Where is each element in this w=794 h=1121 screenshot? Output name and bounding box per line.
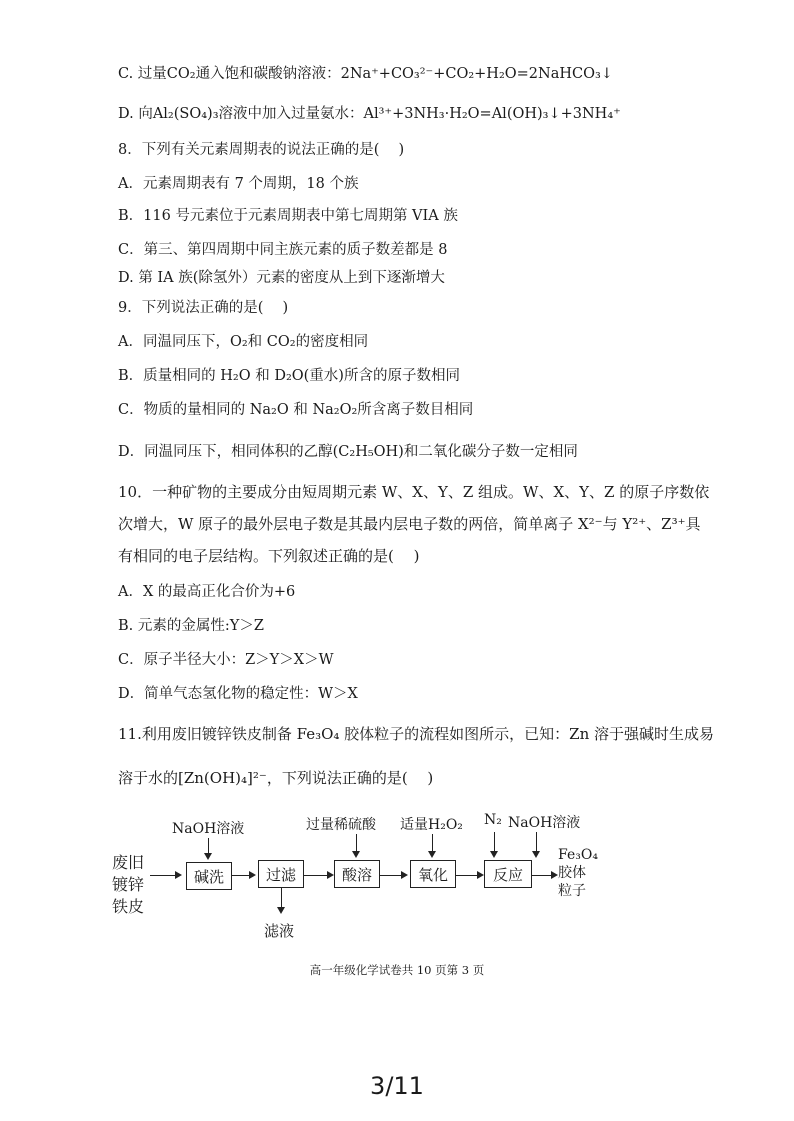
option-8c: C．第三、第四周期中同主族元素的质子数差都是 8 <box>118 242 448 258</box>
reagent-h2o2: 适量H₂O₂ <box>400 817 463 833</box>
page-number: 3/11 <box>370 1072 424 1100</box>
option-8d: D. 第 IA 族(除氢外）元素的密度从上到下逐渐增大 <box>118 270 445 286</box>
question-8: 8．下列有关元素周期表的说法正确的是( ) <box>118 142 405 158</box>
flow-start-material <box>112 852 144 918</box>
page-footer: 高一年级化学试卷共 10 页第 3 页 <box>309 963 485 977</box>
flow-arrow-reagent1 <box>208 838 209 858</box>
flow-arrow-1 <box>150 875 180 876</box>
option-9a: A．同温同压下，O₂和 CO₂的密度相同 <box>118 334 369 350</box>
question-10-line2: 次增大，W 原子的最外层电子数是其最内层电子数的两倍，简单离子 X²⁻与 Y²⁺、Z³⁺具 <box>118 515 701 533</box>
option-10d: D．简单气态氢化物的稳定性：W＞X <box>118 686 358 702</box>
flow-start-line2: 镀锌 <box>112 875 145 894</box>
option-10b: B. 元素的金属性:Y＞Z <box>118 618 264 634</box>
flow-product-line1: Fe₃O₄ <box>558 847 598 863</box>
question-11-line2: 溶于水的[Zn(OH)₄]²⁻，下列说法正确的是( ) <box>118 769 434 787</box>
flow-arrow-reagent4 <box>432 834 433 856</box>
step-acid-dissolve: 酸溶 <box>334 860 380 888</box>
flow-product <box>558 846 598 900</box>
option-7d: D. 向Al₂(SO₄)₃溶液中加入过量氨水：Al³⁺+3NH₃·H₂O=Al(OH)₃↓+3NH₄⁺ <box>118 106 621 122</box>
reagent-sulfuric-acid: 过量稀硫酸 <box>306 817 376 833</box>
option-9d: D．同温同压下，相同体积的乙醇(C₂H₅OH)和二氧化碳分子数一定相同 <box>118 444 578 460</box>
step-oxidation: 氧化 <box>410 860 456 888</box>
flow-start-line1: 废旧 <box>112 853 145 872</box>
flow-arrow-2 <box>232 875 254 876</box>
question-11-line1: 11.利用废旧镀锌铁皮制备 Fe₃O₄ 胶体粒子的流程如图所示，已知：Zn 溶于强碱时生成易 <box>118 725 715 743</box>
reagent-naoh-1: NaOH溶液 <box>172 821 245 837</box>
option-8a: A．元素周期表有 7 个周期，18 个族 <box>118 176 359 192</box>
filtrate-label: 滤液 <box>264 922 295 940</box>
step-filtration: 过滤 <box>258 860 304 888</box>
question-10-line1: 10．一种矿物的主要成分由短周期元素 W、X、Y、Z 组成。W、X、Y、Z 的原子序数依 <box>118 483 710 501</box>
flow-arrow-4 <box>380 875 406 876</box>
flow-start-line3: 铁皮 <box>112 897 145 916</box>
option-10a: A．X 的最高正化合价为+6 <box>118 584 296 600</box>
option-9c: C．物质的量相同的 Na₂O 和 Na₂O₂所含离子数目相同 <box>118 402 474 418</box>
step-reaction: 反应 <box>484 860 532 888</box>
flow-arrow-reagent5b <box>536 832 537 856</box>
option-9b: B．质量相同的 H₂O 和 D₂O(重水)所含的原子数相同 <box>118 368 460 384</box>
question-10-line3: 有相同的电子层结构。下列叙述正确的是( ) <box>118 547 420 565</box>
flow-arrow-reagent3 <box>356 834 357 856</box>
question-9: 9．下列说法正确的是( ) <box>118 300 289 316</box>
reagent-n2: N₂ <box>484 812 502 828</box>
option-8b: B．116 号元素位于元素周期表中第七周期第 VIA 族 <box>118 208 458 224</box>
flow-product-line3: 粒子 <box>558 883 586 899</box>
option-7c: C. 过量CO₂通入饱和碳酸钠溶液：2Na⁺+CO₃²⁻+CO₂+H₂O=2NaHCO₃↓ <box>118 66 613 82</box>
step-alkali-wash: 碱洗 <box>186 862 232 890</box>
flow-arrow-reagent5a <box>494 832 495 856</box>
flow-product-line2: 胶体 <box>558 865 586 881</box>
flow-arrow-6 <box>532 875 556 876</box>
flow-arrow-filtrate <box>281 888 282 912</box>
option-10c: C．原子半径大小：Z＞Y＞X＞W <box>118 652 334 668</box>
reagent-naoh-2: NaOH溶液 <box>508 815 581 831</box>
flow-arrow-3 <box>304 875 332 876</box>
flow-arrow-5 <box>456 875 482 876</box>
